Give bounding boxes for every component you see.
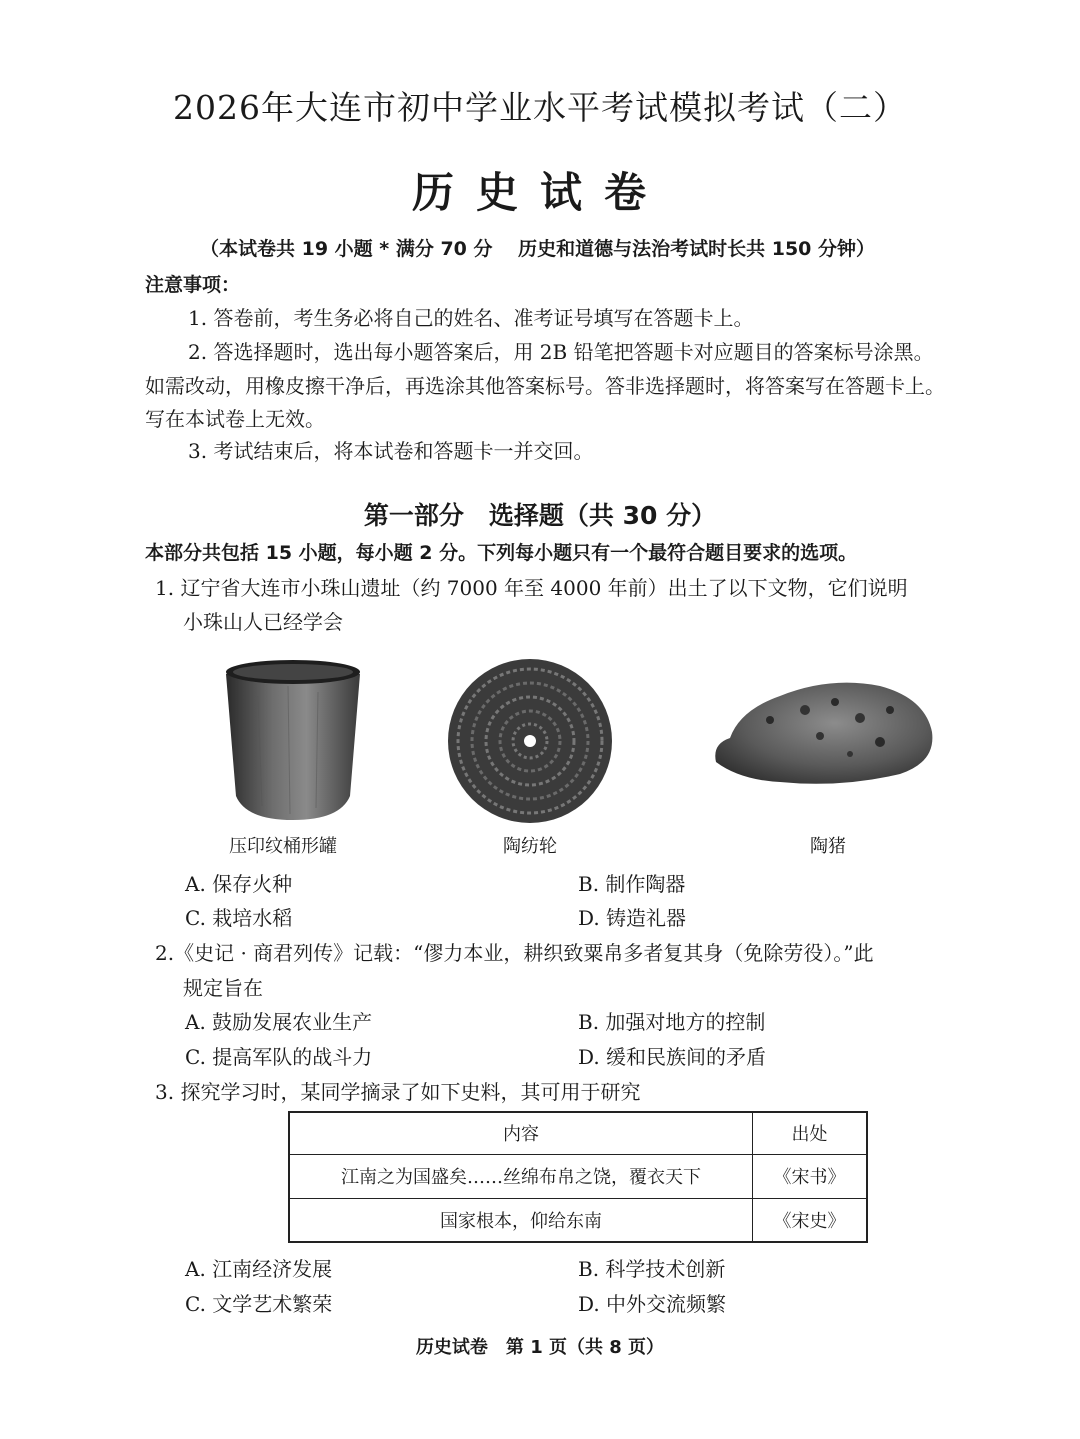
note-item-2-line-3: 写在本试卷上无效。 [145,407,325,431]
exam-title: 2026年大连市初中学业水平考试模拟考试（二） [173,88,907,127]
table-cell-source: 《宋书》 [753,1154,868,1198]
exam-info: （本试卷共 19 小题 * 满分 70 分 历史和道德与法治考试时长共 150 分钟） [200,238,876,260]
q1-stem-line-2: 小珠山人已经学会 [183,610,343,634]
spindle-whorl-image [445,656,615,826]
q2-option-c[interactable]: C. 提高军队的战斗力 [185,1045,373,1069]
table-header-source: 出处 [753,1112,868,1154]
note-item-2-line-2: 如需改动，用橡皮擦干净后，再选涂其他答案标号。答非选择题时，将答案写在答题卡上。 [145,374,945,398]
q2-stem-line-2: 规定旨在 [183,976,263,1000]
table-header-content: 内容 [289,1112,753,1154]
page-footer: 历史试卷 第 1 页（共 8 页） [415,1337,665,1358]
q1-caption-jar: 压印纹桶形罐 [229,836,337,857]
q1-option-b[interactable]: B. 制作陶器 [578,872,686,896]
section-title: 第一部分 选择题（共 30 分） [363,501,717,530]
q2-stem-line-1: 2.《史记 · 商君列传》记载：“僇力本业，耕织致粟帛多者复其身（免除劳役）。”此 [155,941,874,965]
q1-option-a[interactable]: A. 保存火种 [185,872,293,896]
pottery-pig-image [710,670,940,790]
q1-option-d[interactable]: D. 铸造礼器 [578,906,687,930]
table-row [289,1198,867,1242]
q1-stem-line-1: 1. 辽宁省大连市小珠山遗址（约 7000 年至 4000 年前）出土了以下文物，它们说明 [155,576,908,600]
pottery-jar-image [218,656,368,824]
q2-option-b[interactable]: B. 加强对地方的控制 [578,1010,766,1034]
q2-option-d[interactable]: D. 缓和民族间的矛盾 [578,1045,767,1069]
section-description: 本部分共包括 15 小题，每小题 2 分。下列每小题只有一个最符合题目要求的选项。 [145,542,858,564]
table-row [289,1154,867,1198]
q3-stem: 3. 探究学习时，某同学摘录了如下史料，其可用于研究 [155,1080,641,1104]
q1-caption-whorl: 陶纺轮 [503,836,557,857]
q3-option-c[interactable]: C. 文学艺术繁荣 [185,1292,333,1316]
table-cell-source: 《宋史》 [753,1198,868,1242]
q3-option-b[interactable]: B. 科学技术创新 [578,1257,726,1281]
subject-title: 历史试卷 [411,168,668,217]
q2-option-a[interactable]: A. 鼓励发展农业生产 [185,1010,373,1034]
q3-option-a[interactable]: A. 江南经济发展 [185,1257,333,1281]
table-cell-content: 江南之为国盛矣……丝绵布帛之饶，覆衣天下 [289,1154,753,1198]
note-item-1: 1. 答卷前，考生务必将自己的姓名、准考证号填写在答题卡上。 [188,306,754,330]
q3-option-d[interactable]: D. 中外交流频繁 [578,1292,727,1316]
q1-caption-pig: 陶猪 [810,836,846,857]
notes-heading: 注意事项： [145,274,241,296]
note-item-2-line-1: 2. 答选择题时，选出每小题答案后，用 2B 铅笔把答题卡对应题目的答案标号涂黑。 [188,340,934,364]
table-cell-content: 国家根本，仰给东南 [289,1198,753,1242]
note-item-3: 3. 考试结束后，将本试卷和答题卡一并交回。 [188,439,594,463]
q1-option-c[interactable]: C. 栽培水稻 [185,906,293,930]
q3-source-table [288,1111,868,1243]
